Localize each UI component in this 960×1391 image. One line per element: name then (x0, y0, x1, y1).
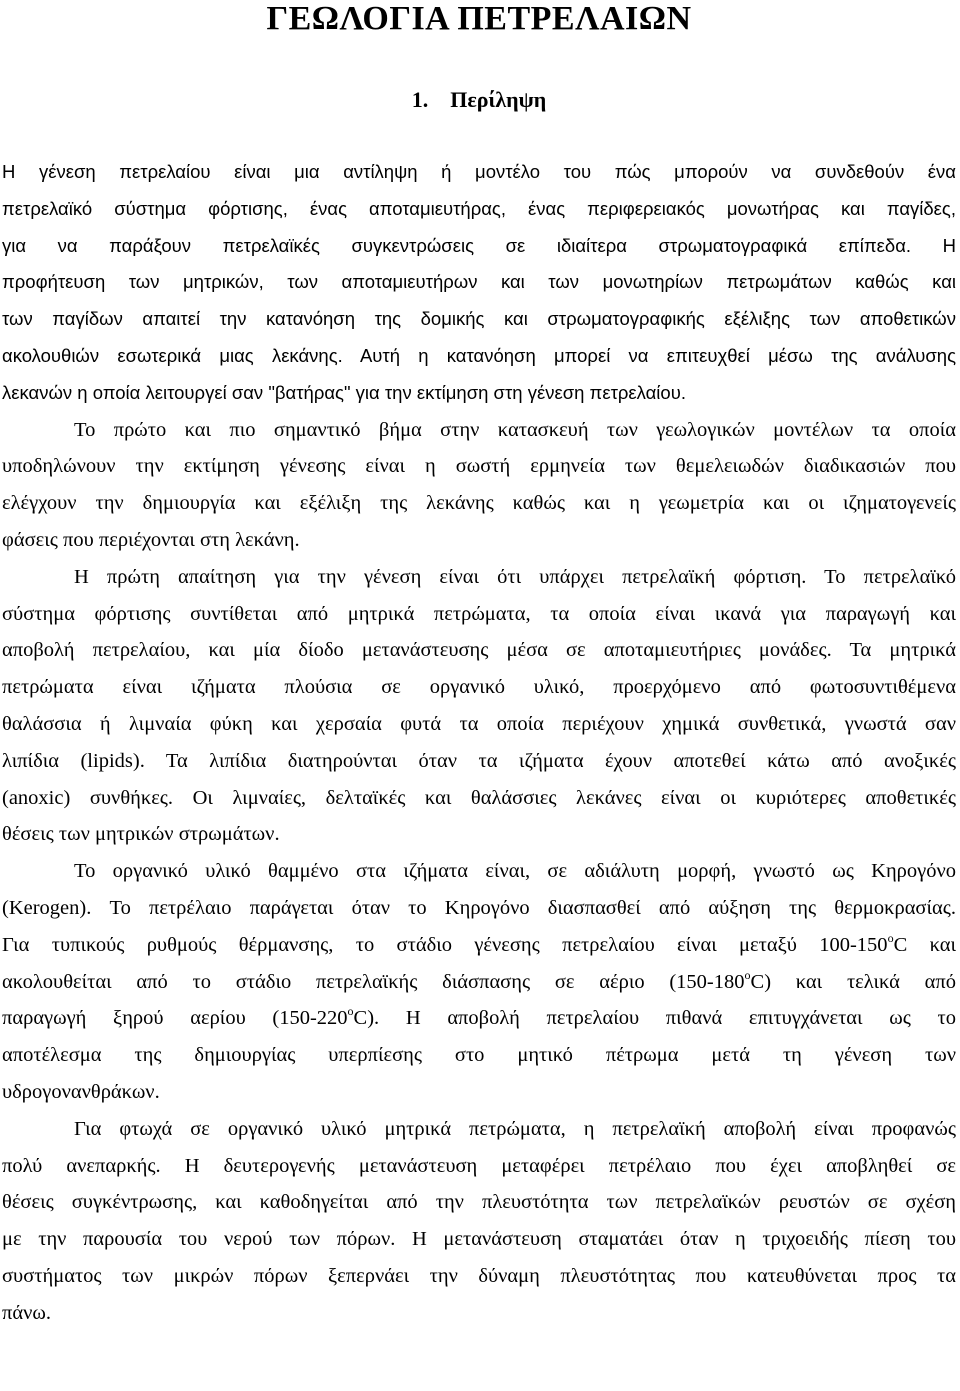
paragraph-3-line: σύστημα φόρτισης συντίθεται από μητρικά πετρώματα, τα οποία είναι ικανά για παραγωγή και (2, 602, 956, 625)
text-segment: C). Η αποβολή πετρελαίου πιθανά επιτυγχάνεται ως το (353, 1007, 957, 1030)
paragraph-5 (2, 1111, 956, 1332)
paragraph-1-line: πετρελαϊκό σύστημα φόρτισης, ένας αποταμιευτήρας, ένας περιφερειακός μονωτήρας και παγίδες, (2, 197, 956, 219)
paragraph-1 (2, 154, 956, 412)
paragraph-3-line: λιπίδια (lipids). Τα λιπίδια διατηρούνται όταν τα ιζήματα έχουν αποτεθεί κάτω από ανοξικές (2, 749, 956, 772)
paragraph-2-line: Το πρώτο και πιο σημαντικό βήμα στην κατασκευή των γεωλογικών μοντέλων τα οποία (74, 418, 956, 441)
paragraph-1-line: προφήτευση των μητρικών, των αποταμιευτήρων και των μονωτηρίων πετρωμάτων καθώς και (2, 271, 956, 293)
paragraph-3-line: αποβολή πετρελαίου, και μία δίοδο μετανάστευσης μέσα σε αποταμιευτήριες μονάδες. Τα μητρικά (2, 639, 956, 662)
paragraph-1-line: ακολουθιών εσωτερικά μιας λεκάνης. Αυτή η κατανόηση μπορεί να επιτευχθεί μέσω της ανάλυσης (2, 344, 956, 366)
paragraph-5-line: πολύ ανεπαρκής. Η δευτερογενής μετανάστευση μεταφέρει πετρέλαιο που έχει αποβληθεί σε (2, 1154, 956, 1177)
paragraph-5-line: θέσεις συγκέντρωσης, και καθοδηγείται από την πλευστότητα των πετρελαϊκών ρευστών σε σχέση (2, 1191, 956, 1214)
paragraph-3 (2, 559, 956, 853)
degree-superscript: o (744, 967, 751, 982)
paragraph-5-line: συστήματος των μικρών πόρων ξεπερνάει την δύναμη πλευστότητας που κατευθύνεται προς τα (2, 1264, 956, 1287)
paragraph-2-line: υποδηλώνουν την εκτίμηση γένεσης είναι η σωστή ερμηνεία των θεμελειωδών διαδικασιών που (2, 455, 956, 478)
text-segment: C) και τελικά από (750, 970, 956, 993)
paragraph-4-line: υδρογονανθράκων. (2, 1080, 160, 1103)
text-segment: ακολουθείται από το στάδιο πετρελαϊκής διάσπασης σε αέριο (150-180 (2, 970, 745, 993)
paragraph-1-line: για να παράξουν πετρελαϊκές συγκεντρώσεις σε ιδιαίτερα στρωματογραφικά επίπεδα. Η (2, 234, 956, 256)
paragraph-5-line: με την παρουσία του νερού των πόρων. Η μετανάστευση σταματάει όταν η τριχοειδής πίεση του (2, 1228, 956, 1251)
paragraph-4-line (2, 1000, 956, 1037)
paragraph-3-line: Η πρώτη απαίτηση για την γένεση είναι ότι υπάρχει πετρελαϊκή φόρτιση. Το πετρελαϊκό (74, 565, 956, 588)
paragraph-4-line (2, 964, 956, 1001)
paragraph-5-line: πάνω. (2, 1301, 51, 1324)
paragraph-4-line: αποτέλεσμα της δημιουργίας υπερπίεσης στο μητικό πέτρωμα μετά τη γένεση των (2, 1044, 956, 1067)
paragraph-2-line: ελέγχουν την δημιουργία και εξέλιξη της λεκάνης καθώς και η γεωμετρία και οι ιζηματογενείς (2, 492, 956, 515)
paragraph-1-line: των παγίδων απαιτεί την κατανόηση της δομικής και στρωματογραφικής εξέλιξης των αποθετικών (2, 308, 956, 330)
paragraph-5-line: Για φτωχά σε οργανικό υλικό μητρικά πετρώματα, η πετρελαϊκή αποβολή είναι προφανώς (74, 1117, 956, 1140)
text-segment: C και (893, 933, 956, 956)
text-segment: Για τυπικούς ρυθμούς θέρμανσης, το στάδιο γένεσης πετρελαίου είναι μεταξύ 100-150 (2, 933, 888, 956)
paragraph-1-line: Η γένεση πετρελαίου είναι μια αντίληψη ή μοντέλο του πώς μπορούν να συνδεθούν ένα (2, 161, 956, 182)
paragraph-1-line: λεκανών η οποία λειτουργεί σαν "βατήρας" για την εκτίμηση στη γένεση πετρελαίου. (2, 381, 686, 403)
paragraph-4-line (2, 927, 956, 964)
paragraph-2-line: φάσεις που περιέχονται στη λεκάνη. (2, 528, 300, 551)
paragraph-4-line: (Kerogen). Το πετρέλαιο παράγεται όταν το Κηρογόνο διασπασθεί από αύξηση της θερμοκρασίας. (2, 896, 956, 919)
paragraph-4-line: Το οργανικό υλικό θαμμένο στα ιζήματα είναι, σε αδιάλυτη μορφή, γνωστό ως Κηρογόνο (74, 860, 956, 883)
paragraph-3-line: θαλάσσια ή λιμναία φύκη και χερσαία φυτά τα οποία περιέχουν χημικά συνθετικά, γνωστά σαν (2, 712, 956, 735)
section-number: 1. (411, 87, 429, 112)
degree-superscript: o (887, 930, 894, 945)
degree-superscript: o (347, 1004, 354, 1019)
paragraph-3-line: πετρώματα είναι ιζήματα πλούσια σε οργανικό υλικό, προερχόμενο από φωτοσυντιθέμενα (2, 676, 956, 699)
paragraph-4 (2, 853, 956, 1111)
paragraph-2 (2, 412, 956, 559)
paragraph-3-line: (anoxic) συνθήκες. Οι λιμναίες, δελταϊκές και θαλάσσιες λεκάνες είναι οι κυριότερες αποθετικές (2, 786, 956, 809)
section-title: Περίληψη (450, 87, 547, 112)
text-segment: παραγωγή ξηρού αερίου (150-220 (2, 1007, 348, 1030)
document-page (2, 0, 956, 1332)
document-title: ΓΕΩΛΟΓΙΑ ΠΕΤΡΕΛΑΙΩΝ (266, 0, 692, 37)
paragraph-3-line: θέσεις των μητρικών στρωμάτων. (2, 823, 280, 846)
section-heading (2, 80, 956, 120)
